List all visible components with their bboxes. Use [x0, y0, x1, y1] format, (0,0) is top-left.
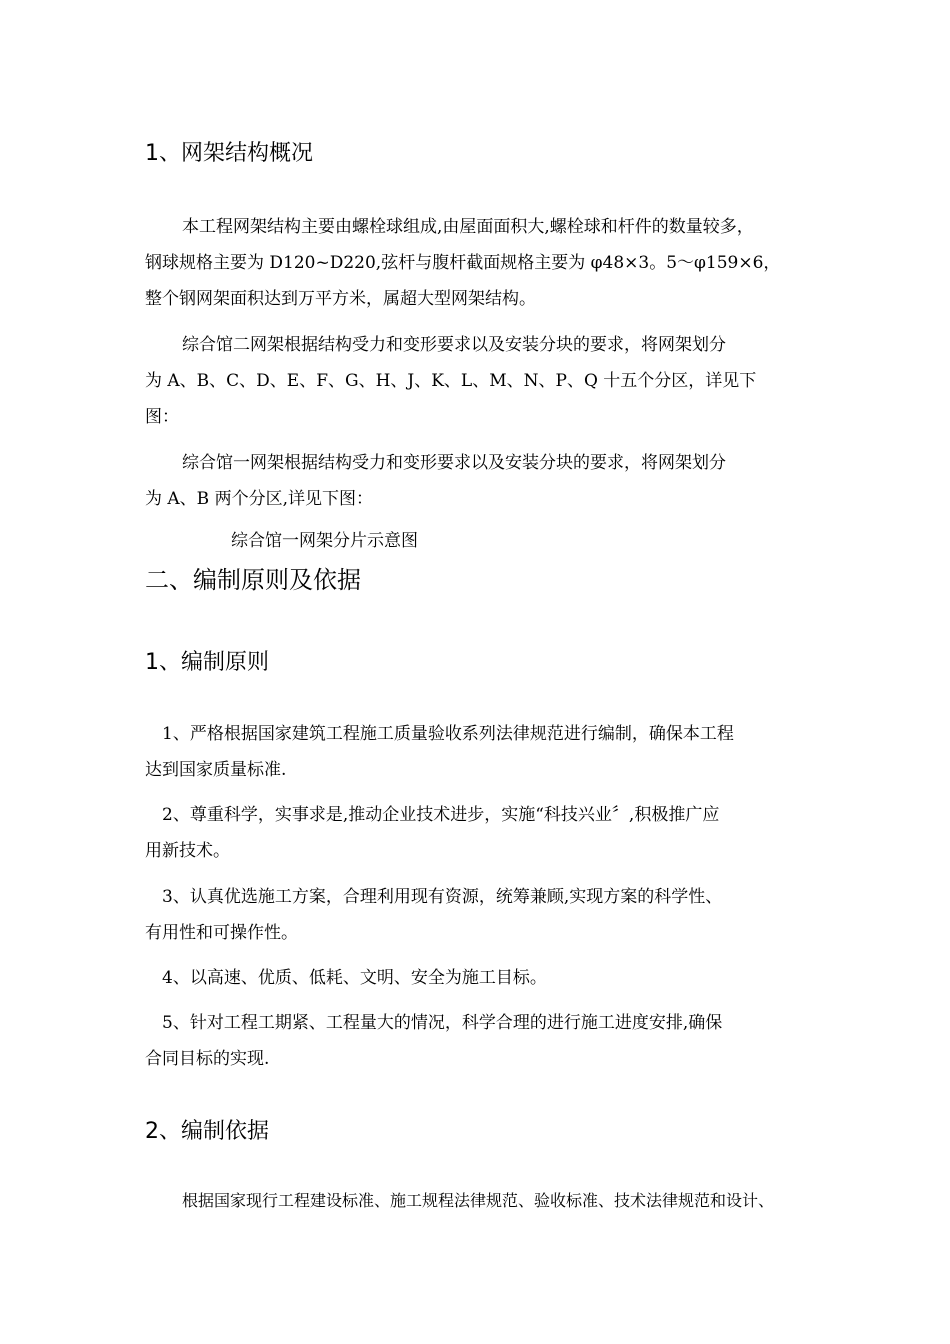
text-line: 钢球规格主要为 D120~D220,弦杆与腹杆截面规格主要为 φ48×3。5～φ159×6，	[145, 253, 781, 273]
paragraph-basis	[145, 1183, 815, 1219]
figure-caption: 综合馆一网架分片示意图	[231, 531, 418, 551]
text-line: 整个钢网架面积达到万平方米，属超大型网架结构。	[145, 289, 536, 309]
section-heading-framework-overview: 1、网架结构概况	[145, 141, 313, 166]
text-line: 3、认真优选施工方案，合理利用现有资源，统筹兼顾,实现方案的科学性、	[162, 887, 723, 907]
text-line: 1、严格根据国家建筑工程施工质量验收系列法律规范进行编制，确保本工程	[162, 724, 734, 744]
text-line: 有用性和可操作性。	[145, 923, 298, 943]
list-item-principle-1	[145, 716, 815, 788]
text-line: 本工程网架结构主要由螺栓球组成,由屋面面积大,螺栓球和杆件的数量较多，	[182, 217, 754, 237]
chapter-heading-principles-basis: 二、编制原则及依据	[145, 566, 361, 594]
list-item-principle-4	[145, 960, 815, 996]
section-heading-basis: 2、编制依据	[145, 1119, 269, 1144]
text-line: 为 A、B、C、D、E、F、G、H、J、K、L、M、N、P、Q 十五个分区，详见下	[145, 371, 757, 391]
text-line: 合同目标的实现.	[145, 1049, 270, 1069]
text-line: 根据国家现行工程建设标准、施工规程法律规范、验收标准、技术法律规范和设计、	[182, 1191, 775, 1210]
list-item-principle-5	[145, 1005, 815, 1077]
paragraph-hall2-zones	[145, 327, 815, 435]
text-line: 达到国家质量标准.	[145, 760, 287, 780]
list-item-principle-3	[145, 879, 815, 951]
paragraph-framework-description	[145, 209, 815, 317]
text-line: 为 A、B 两个分区,详见下图：	[145, 489, 373, 509]
text-line: 综合馆一网架根据结构受力和变形要求以及安装分块的要求，将网架划分	[182, 453, 726, 473]
text-line: 4、以高速、优质、低耗、文明、安全为施工目标。	[162, 968, 547, 988]
text-line: 图：	[145, 407, 179, 427]
text-line: 2、尊重科学，实事求是,推动企业技术进步，实施“科技兴业〞,积极推广应	[162, 805, 720, 825]
list-item-principle-2	[145, 797, 815, 869]
text-line: 综合馆二网架根据结构受力和变形要求以及安装分块的要求，将网架划分	[182, 335, 726, 355]
text-line: 5、针对工程工期紧、工程量大的情况，科学合理的进行施工进度安排,确保	[162, 1013, 723, 1033]
section-heading-principles: 1、编制原则	[145, 650, 269, 675]
text-line: 用新技术。	[145, 841, 230, 861]
paragraph-hall1-zones	[145, 445, 815, 517]
